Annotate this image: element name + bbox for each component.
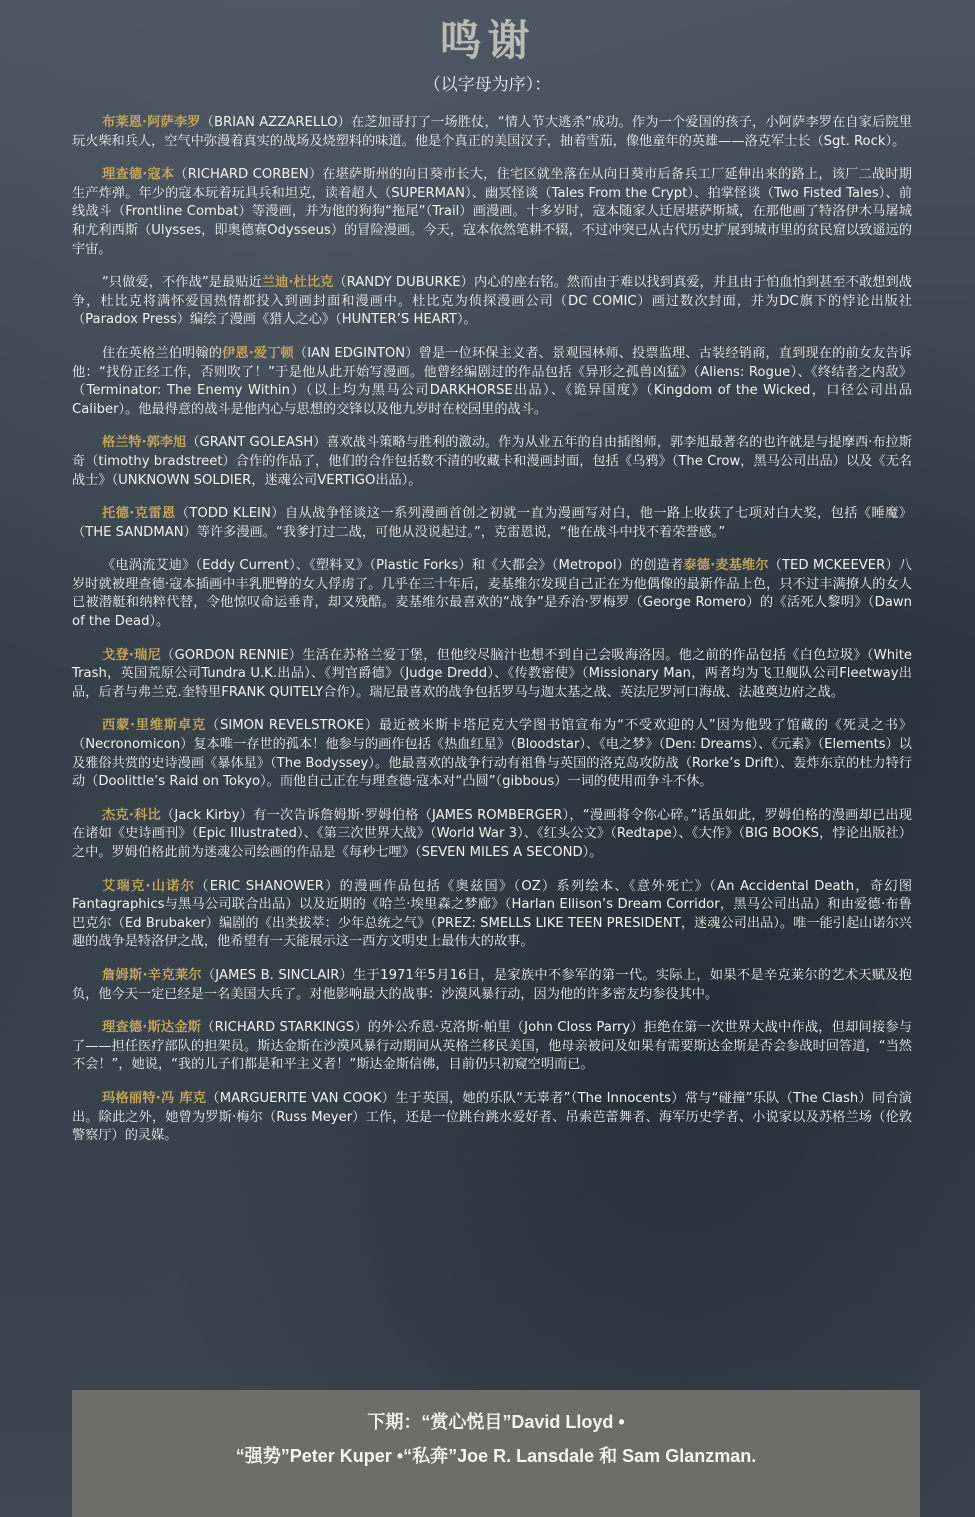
creator-name: 伊恩·爱丁顿	[222, 345, 294, 361]
paragraph-lead: 《电涡流艾迪》（Eddy Current）、《塑料叉》（Plastic Forks）和《大都会》（Metropol）的创造者	[102, 558, 684, 574]
credit-paragraph	[72, 878, 912, 952]
paragraph-text: （RICHARD STARKINGS）的外公乔恩·克洛斯·帕里（John Closs Parry）拒绝在第一次世界大战中作战，但却间接参与了——担任医疗部队的担架员。斯达金斯在沙漠风暴行动期间从英格兰移民美国，他母亲被问及如果有需要斯达金斯是否会参战时回答道，“当然不会！”，她说，“我的儿子们都是和平主义者！”斯达金斯信佛，目前仍只初窥空明而已。	[72, 1020, 913, 1073]
creator-name: 杰克·科比	[102, 807, 161, 823]
paragraph-text: （BRIAN AZZARELLO）在芝加哥打了一场胜仗，“情人节大逃杀”成功。作为一个爱国的孩子，小阿萨李罗在自家后院里玩火柴和兵人，空气中弥漫着真实的战场及烧塑料的味道。他是个真正的美国汉子，抽着雪茄，像他童年的英雄——洛克军士长（Sgt. Rock）。	[72, 115, 912, 149]
credits-list	[72, 114, 912, 1161]
credit-paragraph	[72, 434, 912, 490]
credit-paragraph	[72, 274, 912, 330]
paragraph-text: （JAMES B. SINCLAIR）生于1971年5月16日，是家族中不参军的第一代。实际上，如果不是辛克莱尔的艺术天赋及抱负，他今天一定已经是一名美国大兵了。对他影响最大的战事：沙漠风暴行动，因为他的许多密友均参役其中。	[72, 967, 912, 1002]
page-subtitle: （以字母为序）：	[423, 75, 552, 95]
credit-paragraph	[72, 647, 912, 703]
paragraph-text: （TODD KLEIN）自从战争怪谈这一系列漫画首创之初就一直为漫画写对白，他一路上收获了七项对白大奖，包括《睡魔》（THE SANDMAN）等许多漫画。“我爹打过二战，可他从没说起过。”，克雷恩说，“他在战斗中找不着荣誉感。”	[72, 506, 913, 540]
paragraph-text: （GORDON RENNIE）生活在苏格兰爱丁堡，但他绞尽脑汁也想不到自己会吸海洛因。他之前的作品包括《白色垃圾》（White Trash，英国荒原公司Tundra U.K.出品）、《判官爵德》（Judge Dredd）、《传教密使》（Missionary Man，两者均为飞卫舰队公司Fleetway出品，后者与弗兰克.奎特里FRANK QUITELY合作）。瑞尼最喜欢的战争包括罗马与迦太基之战、英法尼罗河口海战、法越奠边府之战。	[72, 647, 913, 700]
credit-paragraph	[72, 717, 912, 791]
next-issue-box	[72, 1390, 920, 1517]
next-issue-line-2: “强势”Peter Kuper •“私奔”Joe R. Lansdale 和 Sam Glanzman.	[235, 1446, 757, 1466]
creator-name: 布莱恩·阿萨李罗	[102, 115, 201, 130]
paragraph-text: （RICHARD CORBEN）在堪萨斯州的向日葵市长大，住宅区就坐落在从向日葵市后备兵工厂延伸出来的路上，该厂二战时期生产炸弹。年少的寇本玩着玩具兵和坦克，读着超人（SUPERMAN）、幽冥怪谈（Tales From the Crypt）、拍掌怪谈（Two Fisted Tales）、前线战斗（Frontline Combat）等漫画，并为他的狗狗“拖尾”（Trail）画漫画。十多岁时，寇本随家人迁居堪萨斯城，在那他画了特洛伊木马屠城和尤利西斯（Ulysses，即奥德赛Odysseus）的冒险漫画。今天，寇本依然笔耕不辍，不过冲突已从古代历史扩展到城市里的贫民窟以致遥远的宇宙。	[72, 167, 912, 257]
creator-name: 泰德·麦基维尔	[683, 558, 769, 574]
creator-name: 詹姆斯·辛克莱尔	[102, 967, 202, 983]
credit-paragraph	[72, 1090, 912, 1146]
credit-paragraph	[72, 967, 912, 1004]
creator-name: 戈登·瑞尼	[102, 647, 162, 663]
paragraph-lead: “只做爱，不作战”是最贴近	[102, 275, 262, 291]
creator-name: 西蒙·里维斯卓克	[102, 718, 206, 734]
next-issue-line-1: 下期：“赏心悦目”David Lloyd •	[367, 1412, 625, 1432]
paragraph-text: （ERIC SHANOWER）的漫画作品包括《奥兹国》（OZ）系列绘本、《意外死亡》（An Accidental Death，奇幻图Fantagraphics与黑马公司联合出品）以及近期的《哈兰·埃里森之梦廊》（Harlan Ellison’s Dream Corridor，黑马公司出品）和由爱德·布鲁巴克尔（Ed Brubaker）编剧的《出类拔萃：少年总统之气》（PREZ: SMELLS LIKE TEEN PRESIDENT，迷魂公司出品）。唯一能引起山诺尔兴趣的战争是特洛伊之战，他希望有一天能展示这一西方文明史上最伟大的故事。	[72, 878, 913, 950]
creator-name: 玛格丽特·冯 库克	[102, 1090, 207, 1106]
paragraph-text: （RANDY DUBURKE）内心的座右铭。然而由于难以找到真爱，并且由于怕血怕到甚至不敢想到战争，杜比克将满怀爱国热情都投入到画封面和漫画中。杜比克为侦探漫画公司（DC COMIC）画过数次封面，并为DC旗下的悖论出版社（Paradox Press）编绘了漫画《猎人之心》（HUNTER’S HEART）。	[72, 275, 912, 328]
creator-name: 理查德·寇本	[102, 167, 175, 183]
credit-paragraph	[72, 1019, 912, 1075]
paragraph-lead: 住在英格兰伯明翰的	[102, 345, 223, 361]
creator-name: 格兰特·郭李旭	[102, 435, 187, 451]
credit-paragraph	[72, 807, 912, 863]
credit-paragraph	[72, 345, 912, 419]
credit-paragraph	[72, 557, 912, 631]
creator-name: 理查德·斯达金斯	[102, 1020, 202, 1036]
paragraph-text: （GRANT GOLEASH）喜欢战斗策略与胜利的激动。作为从业五年的自由插图师，郭李旭最著名的也许就是与提摩西·布拉斯奇（timothy bradstreet）合作的作品了，他们的合作包括数不清的收藏卡和漫画封面，包括《乌鸦》（The Crow，黑马公司出品）以及《无名战士》（UNKNOWN SOLDIER，迷魂公司VERTIGO出品）。	[72, 435, 912, 488]
creator-name: 艾瑞克·山诺尔	[102, 878, 196, 894]
credit-paragraph	[72, 114, 912, 151]
creator-name: 托德·克雷恩	[102, 506, 176, 522]
paragraph-text: （IAN EDGINTON）曾是一位环保主义者、景观园林师、投票监理、古装经销商，直到现在的前女友告诉他：“找份正经工作，否则吹了！”于是他从此开始写漫画。他曾经编剧过的作品包括《异形之孤兽凶猛》（Aliens: Rogue）、《终结者之内敌》（Terminator: The Enemy Within）（以上均为黑马公司DARKHORSE出品）、《诡异国度》（Kingdom of the Wicked，口径公司出品Caliber）。他最得意的战斗是他内心与思想的交锋以及他九岁时在校园里的战斗。	[72, 345, 912, 417]
creator-name: 兰迪·杜比克	[261, 275, 334, 291]
paragraph-text: （TED MCKEEVER）八岁时就被理查德·寇本插画中丰乳肥臀的女人俘虏了。几乎在三十年后，麦基维尔发现自己正在为他偶像的最新作品上色，只不过丰满撩人的女人已被潜艇和纳粹代替，令他惊叹命运垂青，却又残酷。麦基维尔最喜欢的“战争”是乔治·罗梅罗（George Romero）的《活死人黎明》（Dawn of the Dead）。	[72, 558, 912, 630]
credit-paragraph	[72, 505, 912, 542]
credit-paragraph	[72, 166, 912, 259]
paragraph-text: （Jack Kirby）有一次告诉詹姆斯·罗姆伯格（JAMES ROMBERGER），“漫画将令你心碎。”话虽如此，罗姆伯格的漫画却已出现在诸如《史诗画刊》（Epic Illustrated）、《第三次世界大战》（World War 3）、《红头公文》（Redtape）、《大作》（BIG BOOKS，悖论出版社）之中。罗姆伯格此前为迷魂公司绘画的作品是《每秒七哩》（SEVEN MILES A SECOND）。	[72, 807, 912, 860]
paragraph-text: （SIMON REVELSTROKE）最近被米斯卡塔尼克大学图书馆宣布为“不受欢迎的人”因为他毁了馆藏的《死灵之书》（Necronomicon）复本唯一存世的孤本！他参与的画作包括《热血红星》（Bloodstar）、《电之梦》（Den: Dreams）、《元素》（Elements）以及雅俗共赏的史诗漫画《暴体星》（The Bodyssey）。他最喜欢的战争行动有祖鲁与英国的洛克岛攻防战（Rorke’s Drift）、轰炸东京的杜力特行动（Doolittle’s Raid on Tokyo）。而他自己正在与理查德·寇本对“凸圆”（gibbous）一词的使用而争斗不休。	[72, 718, 912, 790]
paragraph-text: （MARGUERITE VAN COOK）生于英国，她的乐队“无辜者”（The Innocents）常与“碰撞”乐队（The Clash）同台演出。除此之外，她曾为罗斯·梅尔（Russ Meyer）工作，还是一位跳台跳水爱好者、吊索芭蕾舞者、海军历史学者、小说家以及苏格兰场（伦敦警察厅）的灵媒。	[72, 1090, 912, 1144]
page-title: 鸣谢	[439, 16, 536, 65]
